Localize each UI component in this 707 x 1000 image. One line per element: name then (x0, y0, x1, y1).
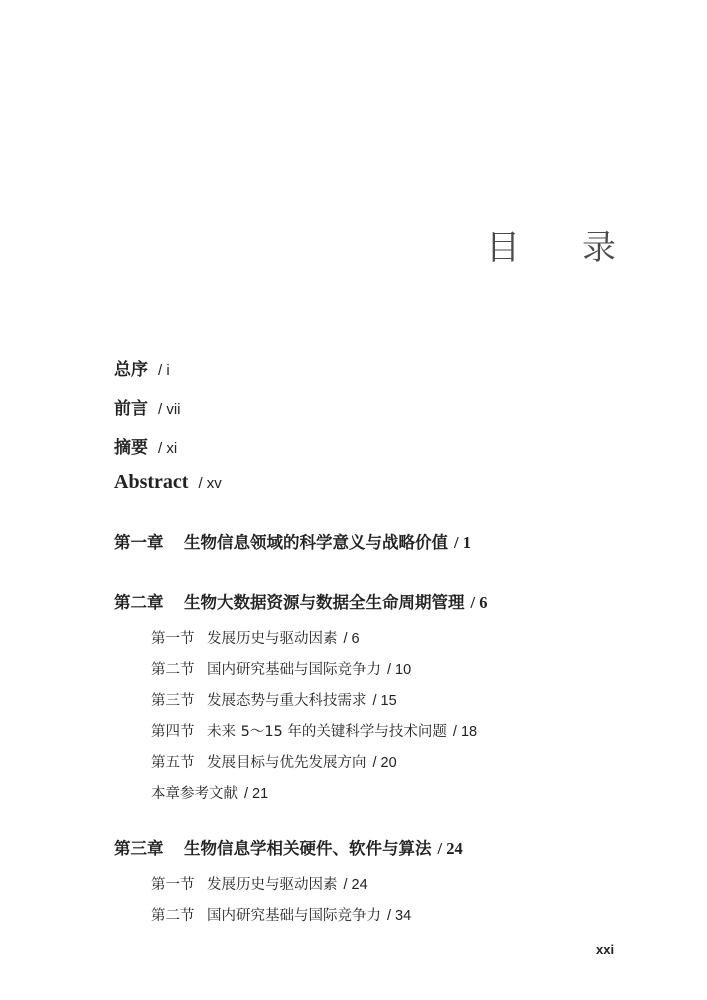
section-number: 第一节 (151, 631, 195, 647)
section-page: / 21 (244, 786, 269, 802)
section-title: 发展态势与重大科技需求 (207, 693, 367, 709)
toc-entry-foreword[interactable] (114, 394, 181, 419)
section-number: 第四节 (151, 724, 195, 740)
chapter-number: 第三章 (114, 839, 164, 858)
toc-label: Abstract (114, 471, 189, 493)
toc-section[interactable] (151, 720, 477, 741)
toc-section[interactable] (151, 658, 411, 679)
section-page: / 20 (372, 755, 397, 771)
section-page: / 34 (387, 908, 412, 924)
section-page: / 24 (343, 877, 368, 893)
title-char-1: 目 (486, 228, 520, 268)
toc-entry-preface-general[interactable] (114, 355, 170, 380)
page-number: xxi (596, 942, 615, 957)
section-number: 第二节 (151, 662, 195, 678)
toc-label: 总序 (114, 360, 148, 380)
chapter-title: 生物信息领域的科学意义与战略价值 (184, 533, 448, 552)
chapter-number: 第二章 (114, 593, 164, 612)
section-title: 发展历史与驱动因素 (207, 877, 338, 893)
chapter-title: 生物信息学相关硬件、软件与算法 (184, 839, 432, 858)
chapter-page: / 6 (470, 593, 488, 612)
section-page: / 6 (343, 631, 360, 647)
section-page: / 18 (452, 724, 478, 740)
section-number: 第五节 (151, 755, 195, 771)
section-title: 发展历史与驱动因素 (207, 631, 338, 647)
toc-page: / i (158, 362, 170, 379)
section-number: 第一节 (151, 877, 195, 893)
section-number: 第二节 (151, 908, 195, 924)
section-page: / 10 (387, 662, 412, 678)
section-title: 国内研究基础与国际竞争力 (207, 662, 381, 678)
section-number: 第三节 (151, 693, 195, 709)
toc-entry-abstract[interactable] (114, 471, 222, 494)
toc-page: / vii (158, 401, 181, 418)
section-page: / 15 (372, 693, 397, 709)
section-title: 发展目标与优先发展方向 (207, 755, 367, 771)
toc-section-references[interactable] (151, 782, 268, 803)
toc-page: / xi (158, 440, 178, 457)
toc-page: / xv (198, 475, 222, 492)
chapter-page: / 1 (454, 533, 471, 552)
toc-chapter-3[interactable] (114, 835, 463, 859)
toc-section[interactable] (151, 873, 368, 894)
section-title: 本章参考文献 (151, 786, 238, 802)
toc-label: 前言 (114, 399, 148, 419)
toc-entry-summary[interactable] (114, 433, 177, 458)
section-title: 未来 5～15 年的关键科学与技术问题 (207, 724, 447, 740)
title-char-2: 录 (582, 228, 616, 268)
section-title: 国内研究基础与国际竞争力 (207, 908, 381, 924)
toc-section[interactable] (151, 751, 397, 772)
toc-section[interactable] (151, 904, 411, 925)
chapter-page: / 24 (437, 839, 463, 858)
toc-section[interactable] (151, 689, 397, 710)
chapter-title: 生物大数据资源与数据全生命周期管理 (184, 593, 465, 612)
toc-label: 摘要 (114, 438, 148, 458)
toc-section[interactable] (151, 627, 360, 648)
toc-chapter-2[interactable] (114, 589, 487, 613)
toc-chapter-1[interactable] (114, 529, 471, 553)
chapter-number: 第一章 (114, 533, 164, 552)
